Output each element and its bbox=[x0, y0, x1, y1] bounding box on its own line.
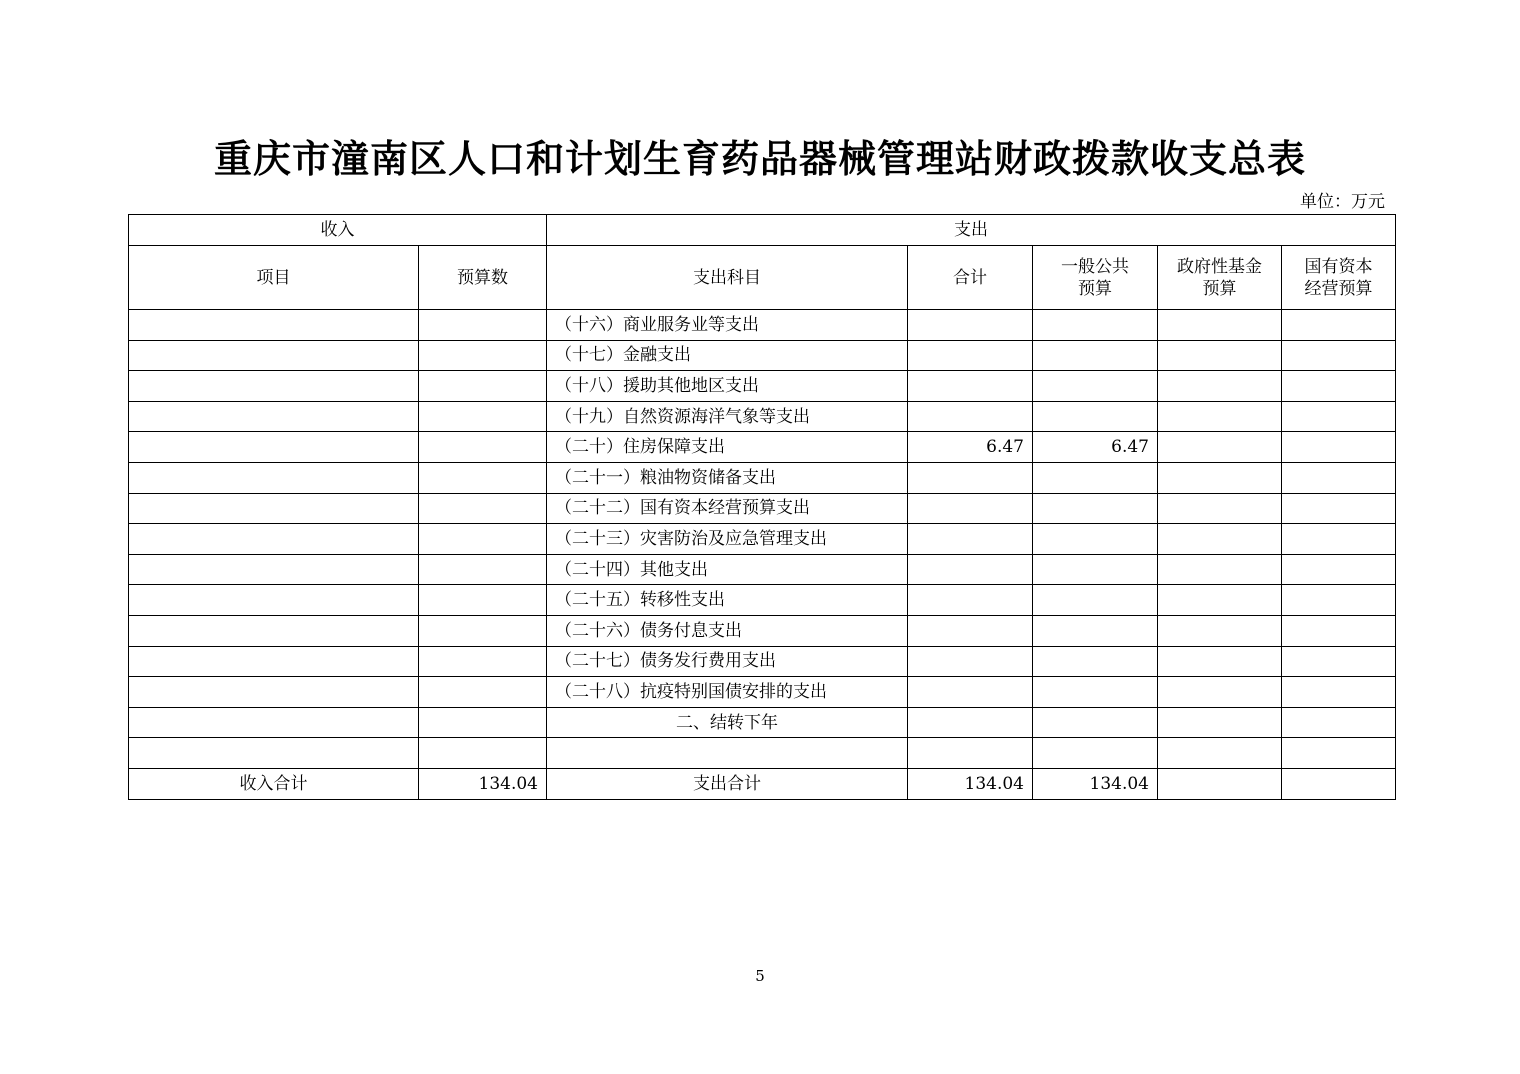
state-capital-cell bbox=[1282, 615, 1396, 646]
expense-subject-cell: （二十五）转移性支出 bbox=[547, 585, 908, 616]
total-cell bbox=[908, 615, 1033, 646]
income-budget-cell bbox=[419, 462, 547, 493]
state-capital-cell bbox=[1282, 493, 1396, 524]
income-item-cell bbox=[129, 524, 419, 555]
gov-fund-cell bbox=[1158, 432, 1282, 463]
state-capital-cell bbox=[1282, 371, 1396, 402]
income-item-cell bbox=[129, 371, 419, 402]
income-item-cell bbox=[129, 554, 419, 585]
income-budget-cell bbox=[419, 677, 547, 708]
table-row bbox=[129, 310, 1396, 341]
col-header-gov-fund-budget: 政府性基金 预算 bbox=[1158, 246, 1282, 310]
total-cell bbox=[908, 462, 1033, 493]
total-cell bbox=[908, 493, 1033, 524]
general-budget-cell bbox=[1033, 585, 1158, 616]
income-item-cell bbox=[129, 462, 419, 493]
expense-subject-cell: （二十）住房保障支出 bbox=[547, 432, 908, 463]
total-cell bbox=[908, 371, 1033, 402]
finance-summary-table bbox=[128, 214, 1396, 800]
income-budget-cell bbox=[419, 707, 547, 738]
total-cell bbox=[908, 738, 1033, 769]
gov-fund-cell bbox=[1158, 738, 1282, 769]
table-row bbox=[129, 401, 1396, 432]
total-cell bbox=[908, 340, 1033, 371]
total-cell bbox=[908, 646, 1033, 677]
general-budget-cell bbox=[1033, 310, 1158, 341]
expense-section-header: 支出 bbox=[547, 215, 1396, 246]
expense-subject-cell: 二、结转下年 bbox=[547, 707, 908, 738]
gov-fund-cell bbox=[1158, 615, 1282, 646]
gov-fund-cell bbox=[1158, 401, 1282, 432]
table-row bbox=[129, 738, 1396, 769]
gov-fund-total-value bbox=[1158, 768, 1282, 799]
gov-fund-cell bbox=[1158, 462, 1282, 493]
income-item-cell bbox=[129, 677, 419, 708]
expense-subject-cell: （十七）金融支出 bbox=[547, 340, 908, 371]
income-budget-cell bbox=[419, 493, 547, 524]
gov-fund-cell bbox=[1158, 310, 1282, 341]
income-item-cell bbox=[129, 585, 419, 616]
general-budget-cell bbox=[1033, 738, 1158, 769]
table-row bbox=[129, 493, 1396, 524]
totals-row bbox=[129, 768, 1396, 799]
income-budget-cell bbox=[419, 371, 547, 402]
expense-subject-cell: （二十三）灾害防治及应急管理支出 bbox=[547, 524, 908, 555]
total-cell bbox=[908, 585, 1033, 616]
expense-total-value: 134.04 bbox=[908, 768, 1033, 799]
state-capital-cell bbox=[1282, 401, 1396, 432]
gov-fund-cell bbox=[1158, 677, 1282, 708]
total-cell: 6.47 bbox=[908, 432, 1033, 463]
state-capital-cell bbox=[1282, 738, 1396, 769]
gov-fund-cell bbox=[1158, 707, 1282, 738]
income-item-cell bbox=[129, 738, 419, 769]
general-budget-cell bbox=[1033, 707, 1158, 738]
col-header-item: 项目 bbox=[129, 246, 419, 310]
general-budget-cell bbox=[1033, 371, 1158, 402]
total-cell bbox=[908, 524, 1033, 555]
income-budget-cell bbox=[419, 432, 547, 463]
expense-subject-cell: （二十四）其他支出 bbox=[547, 554, 908, 585]
expense-subject-cell: （十八）援助其他地区支出 bbox=[547, 371, 908, 402]
income-budget-cell bbox=[419, 340, 547, 371]
general-budget-total-value: 134.04 bbox=[1033, 768, 1158, 799]
total-cell bbox=[908, 554, 1033, 585]
table-row bbox=[129, 432, 1396, 463]
general-budget-cell bbox=[1033, 524, 1158, 555]
table-row bbox=[129, 524, 1396, 555]
expense-subject-cell: （二十六）债务付息支出 bbox=[547, 615, 908, 646]
expense-total-label: 支出合计 bbox=[547, 768, 908, 799]
gov-fund-cell bbox=[1158, 524, 1282, 555]
table-row bbox=[129, 340, 1396, 371]
income-section-header: 收入 bbox=[129, 215, 547, 246]
gov-fund-cell bbox=[1158, 646, 1282, 677]
state-capital-total-value bbox=[1282, 768, 1396, 799]
income-budget-cell bbox=[419, 524, 547, 555]
general-budget-cell bbox=[1033, 677, 1158, 708]
income-budget-cell bbox=[419, 585, 547, 616]
table-row bbox=[129, 371, 1396, 402]
state-capital-cell bbox=[1282, 707, 1396, 738]
expense-subject-cell: （二十二）国有资本经营预算支出 bbox=[547, 493, 908, 524]
total-cell bbox=[908, 707, 1033, 738]
income-budget-cell bbox=[419, 554, 547, 585]
income-total-value: 134.04 bbox=[419, 768, 547, 799]
page-title: 重庆市潼南区人口和计划生育药品器械管理站财政拨款收支总表 bbox=[213, 136, 1306, 181]
expense-subject-cell: （二十一）粮油物资储备支出 bbox=[547, 462, 908, 493]
total-cell bbox=[908, 677, 1033, 708]
income-item-cell bbox=[129, 401, 419, 432]
total-cell bbox=[908, 310, 1033, 341]
income-budget-cell bbox=[419, 738, 547, 769]
general-budget-cell bbox=[1033, 462, 1158, 493]
state-capital-cell bbox=[1282, 432, 1396, 463]
page-number: 5 bbox=[755, 967, 765, 985]
col-header-general-public-budget: 一般公共 预算 bbox=[1033, 246, 1158, 310]
section-header-row bbox=[129, 215, 1396, 246]
gov-fund-cell bbox=[1158, 585, 1282, 616]
general-budget-cell bbox=[1033, 493, 1158, 524]
total-cell bbox=[908, 401, 1033, 432]
gov-fund-cell bbox=[1158, 340, 1282, 371]
gov-fund-cell bbox=[1158, 371, 1282, 402]
income-item-cell bbox=[129, 310, 419, 341]
table-row bbox=[129, 646, 1396, 677]
income-budget-cell bbox=[419, 310, 547, 341]
general-budget-cell bbox=[1033, 646, 1158, 677]
general-budget-cell bbox=[1033, 615, 1158, 646]
col-header-total: 合计 bbox=[908, 246, 1033, 310]
general-budget-cell bbox=[1033, 340, 1158, 371]
general-budget-cell bbox=[1033, 401, 1158, 432]
general-budget-cell bbox=[1033, 554, 1158, 585]
gov-fund-cell bbox=[1158, 554, 1282, 585]
income-budget-cell bbox=[419, 401, 547, 432]
table-row bbox=[129, 615, 1396, 646]
column-header-row bbox=[129, 246, 1396, 310]
state-capital-cell bbox=[1282, 524, 1396, 555]
income-item-cell bbox=[129, 646, 419, 677]
state-capital-cell bbox=[1282, 646, 1396, 677]
income-item-cell bbox=[129, 707, 419, 738]
income-budget-cell bbox=[419, 646, 547, 677]
state-capital-cell bbox=[1282, 462, 1396, 493]
expense-subject-cell bbox=[547, 738, 908, 769]
table-row bbox=[129, 707, 1396, 738]
col-header-expense-subject: 支出科目 bbox=[547, 246, 908, 310]
state-capital-cell bbox=[1282, 340, 1396, 371]
income-total-label: 收入合计 bbox=[129, 768, 419, 799]
state-capital-cell bbox=[1282, 310, 1396, 341]
income-item-cell bbox=[129, 340, 419, 371]
table-row bbox=[129, 554, 1396, 585]
income-item-cell bbox=[129, 615, 419, 646]
expense-subject-cell: （二十八）抗疫特别国债安排的支出 bbox=[547, 677, 908, 708]
unit-label: 单位：万元 bbox=[1300, 192, 1385, 212]
income-item-cell bbox=[129, 432, 419, 463]
gov-fund-cell bbox=[1158, 493, 1282, 524]
state-capital-cell bbox=[1282, 585, 1396, 616]
general-budget-cell: 6.47 bbox=[1033, 432, 1158, 463]
table-row bbox=[129, 585, 1396, 616]
state-capital-cell bbox=[1282, 554, 1396, 585]
expense-subject-cell: （十六）商业服务业等支出 bbox=[547, 310, 908, 341]
state-capital-cell bbox=[1282, 677, 1396, 708]
income-item-cell bbox=[129, 493, 419, 524]
table-row bbox=[129, 677, 1396, 708]
table-row bbox=[129, 462, 1396, 493]
income-budget-cell bbox=[419, 615, 547, 646]
expense-subject-cell: （十九）自然资源海洋气象等支出 bbox=[547, 401, 908, 432]
expense-subject-cell: （二十七）债务发行费用支出 bbox=[547, 646, 908, 677]
col-header-budget: 预算数 bbox=[419, 246, 547, 310]
col-header-state-capital-budget: 国有资本 经营预算 bbox=[1282, 246, 1396, 310]
